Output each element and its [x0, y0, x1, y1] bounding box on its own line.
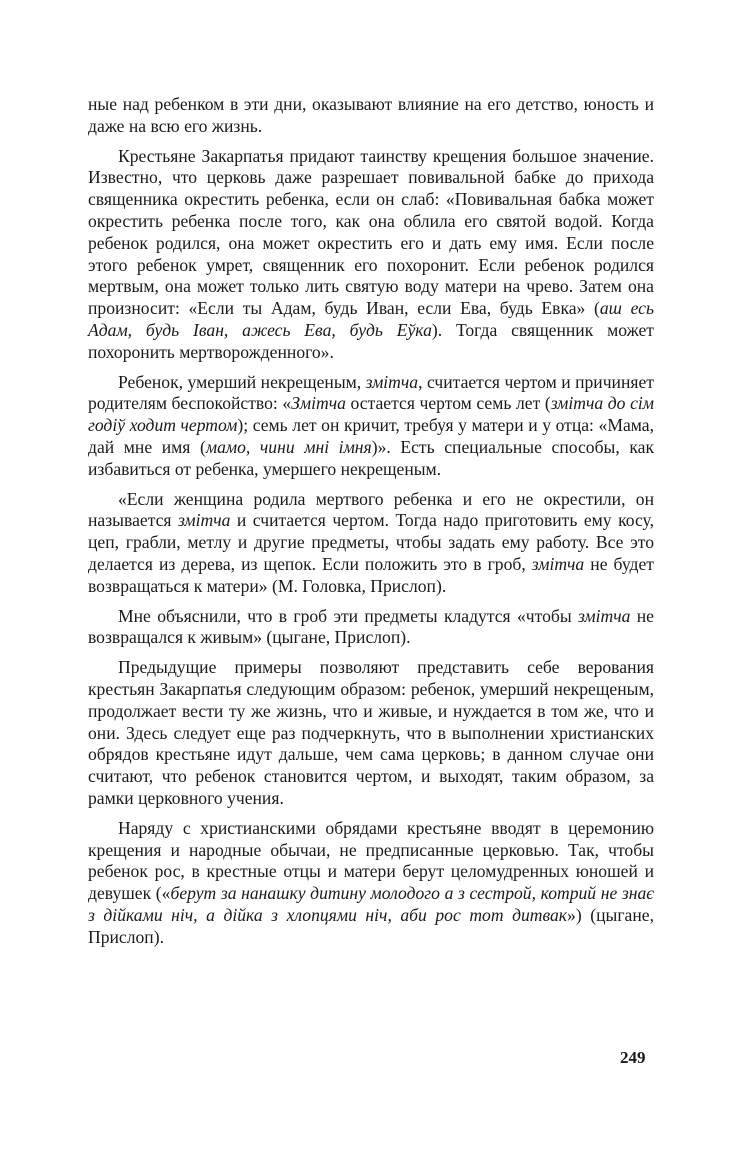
text-run: Крестьяне Закарпатья придают таинству крещения большое значение. Известно, что церковь даже разрешает повивальной бабке до прихода священника окрестить ребенка, если он слаб: «Повивальная бабка может окрестить ребенка после того, как она облила его святой водой. Когда ребенок родился, она может окрестить его и дать ему имя. Если после этого ребенок умрет, священник его похоронит. Если ребенок родился мертвым, она может только лить святую воду матери на чрево. Затем она произносит: «Если ты Адам, будь Иван, если Ева, будь Евка» (	[88, 145, 654, 319]
italic-text: мамо, чини мні імня	[205, 436, 372, 457]
italic-text: змітча	[177, 510, 231, 531]
paragraph	[88, 489, 654, 598]
italic-text: аш есь Адам, будь Іван, ажесь Ева, будь Еўка	[88, 298, 654, 340]
text-run: , считается чертом и причиняет родителям беспокойство: «	[88, 371, 654, 414]
paragraph	[88, 372, 654, 481]
text-run: остается чертом семь лет (	[345, 393, 551, 414]
italic-text: берут за нанашку дитину молодого а з сестрой, котрий не знає з дійками ніч, а дійка з хлопцями ніч, аби рос тот дитвак	[88, 883, 654, 925]
text-run: )». Есть специальные способы, как избавиться от ребенка, умершего некрещеным.	[88, 436, 655, 479]
page-number: 249	[620, 1048, 646, 1067]
paragraph	[88, 146, 654, 364]
text-run: ») (цыгане, Прислоп).	[88, 904, 654, 947]
text-run: не будет возвращаться к матери» (М. Головка, Прислоп).	[88, 553, 654, 596]
text-run: ). Тогда священник может похоронить мертворожденного».	[88, 319, 654, 362]
text-run: «Если женщина родила мертвого ребенка и его не окрестили, он называется	[88, 488, 654, 531]
paragraph	[88, 818, 654, 949]
italic-text: змітча	[365, 371, 419, 392]
text-run: Наряду с христианскими обрядами крестьяне вводят в церемонию крещения и народные обычаи, не предписанные церковью. Так, чтобы ребенок рос, в крестные отцы и матери берут целомудренных юношей и девушек («	[88, 817, 654, 904]
page-body	[88, 94, 654, 956]
text-run: ); семь лет он кричит, требуя у матери и у отца: «Мама, дай мне имя (	[88, 415, 654, 457]
paragraph	[88, 657, 654, 810]
paragraph	[88, 94, 654, 138]
text-run: Предыдущие примеры позволяют представить себе верования крестьян Закарпатья следующим образом: ребенок, умерший некрещеным, продолжает вести ту же жизнь, что и живые, и нуждается в том же, что и они. Здесь следует еще раз подчеркнуть, что в выполнении христианских обрядов крестьяне идут дальше, чем сама церковь; в данном случае они считают, что ребенок становится чертом, и выходят, таким образом, за рамки церковного учения.	[88, 657, 654, 808]
italic-text: змітча	[578, 605, 631, 626]
text-run: не возвращался к живым» (цыгане, Прислоп).	[88, 605, 654, 648]
paragraph	[88, 606, 654, 650]
text-run: ные над ребенком в эти дни, оказывают влияние на его детство, юность и даже на всю его жизнь.	[88, 94, 654, 136]
text-run: и считается чертом. Тогда надо приготовить ему косу, цеп, грабли, метлу и другие предметы, чтобы задать ему работу. Все это делается из дерева, из щепок. Если положить это в гроб,	[88, 510, 654, 574]
italic-text: змітча	[531, 553, 585, 574]
italic-text: змітча до сім годіў ходит чертом	[88, 393, 655, 436]
italic-text: Змітча	[291, 393, 346, 414]
text-run: Мне объяснили, что в гроб эти предметы кладутся «чтобы	[118, 605, 578, 626]
text-run: Ребенок, умерший некрещеным,	[118, 371, 366, 392]
